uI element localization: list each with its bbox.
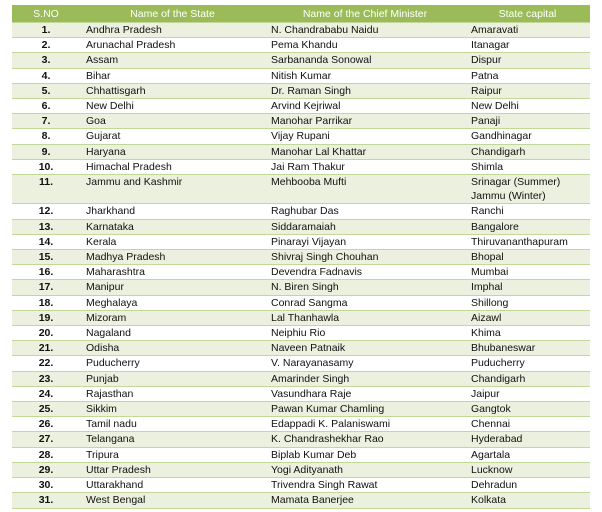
sno-cell: 8. [12, 129, 80, 144]
capital-cell: Shimla [465, 159, 590, 174]
table-row [12, 234, 590, 249]
sno-cell: 25. [12, 402, 80, 417]
sno-cell: 3. [12, 53, 80, 68]
state-cell: Kerala [80, 234, 265, 249]
sno-cell: 30. [12, 478, 80, 493]
state-cell: Meghalaya [80, 295, 265, 310]
state-cell: Arunachal Pradesh [80, 38, 265, 53]
sno-cell: 12. [12, 204, 80, 219]
state-cell: Rajasthan [80, 386, 265, 401]
capital-cell: Shillong [465, 295, 590, 310]
chief-minister-cell: Pinarayi Vijayan [265, 234, 465, 249]
sno-cell: 24. [12, 386, 80, 401]
capital-cell: Bhubaneswar [465, 341, 590, 356]
table-row [12, 402, 590, 417]
header-chief-minister: Name of the Chief Minister [265, 5, 465, 23]
chief-minister-cell: Lal Thanhawla [265, 310, 465, 325]
chief-minister-cell: N. Biren Singh [265, 280, 465, 295]
sno-cell: 13. [12, 219, 80, 234]
sno-cell: 7. [12, 114, 80, 129]
state-cell: West Bengal [80, 493, 265, 508]
state-cell: Jammu and Kashmir [80, 175, 265, 204]
state-cell: Puducherry [80, 356, 265, 371]
capital-cell: Chennai [465, 417, 590, 432]
chief-minister-cell: Manohar Lal Khattar [265, 144, 465, 159]
capital-cell: Panaji [465, 114, 590, 129]
capital-cell: Bangalore [465, 219, 590, 234]
sno-cell: 4. [12, 68, 80, 83]
chief-minister-cell: Vasundhara Raje [265, 386, 465, 401]
chief-minister-cell: Nitish Kumar [265, 68, 465, 83]
capital-cell: Jaipur [465, 386, 590, 401]
table-row [12, 386, 590, 401]
table-row [12, 295, 590, 310]
capital-cell: Bhopal [465, 250, 590, 265]
capital-cell: Lucknow [465, 462, 590, 477]
chief-minister-cell: Raghubar Das [265, 204, 465, 219]
table-row [12, 326, 590, 341]
chief-minister-cell: Manohar Parrikar [265, 114, 465, 129]
capital-cell: Imphal [465, 280, 590, 295]
chief-minister-cell: Vijay Rupani [265, 129, 465, 144]
state-cell: Bihar [80, 68, 265, 83]
capital-cell: Puducherry [465, 356, 590, 371]
capital-cell: Chandigarh [465, 371, 590, 386]
chief-minister-cell: Edappadi K. Palaniswami [265, 417, 465, 432]
chief-minister-cell: Devendra Fadnavis [265, 265, 465, 280]
header-capital: State capital [465, 5, 590, 23]
capital-cell: Itanagar [465, 38, 590, 53]
state-cell: Karnataka [80, 219, 265, 234]
chief-minister-cell: Sarbananda Sonowal [265, 53, 465, 68]
table-row [12, 341, 590, 356]
table-row [12, 310, 590, 325]
state-cell: Andhra Pradesh [80, 23, 265, 38]
sno-cell: 21. [12, 341, 80, 356]
capital-cell: Kolkata [465, 493, 590, 508]
table-row [12, 447, 590, 462]
capital-cell: Hyderabad [465, 432, 590, 447]
sno-cell: 27. [12, 432, 80, 447]
chief-minister-cell: Biplab Kumar Deb [265, 447, 465, 462]
table-row [12, 83, 590, 98]
sno-cell: 31. [12, 493, 80, 508]
state-cell: Punjab [80, 371, 265, 386]
table-row [12, 68, 590, 83]
sno-cell: 19. [12, 310, 80, 325]
state-cell: Gujarat [80, 129, 265, 144]
sno-cell: 11. [12, 175, 80, 204]
chief-minister-cell: N. Chandrababu Naidu [265, 23, 465, 38]
header-state: Name of the State [80, 5, 265, 23]
chief-minister-cell: Dr. Raman Singh [265, 83, 465, 98]
state-cell: Jharkhand [80, 204, 265, 219]
table-row [12, 417, 590, 432]
state-cell: Uttarakhand [80, 478, 265, 493]
chief-minister-cell: Mamata Banerjee [265, 493, 465, 508]
table-row [12, 265, 590, 280]
table-row [12, 159, 590, 174]
sno-cell: 10. [12, 159, 80, 174]
table-row [12, 493, 590, 508]
capital-cell: Mumbai [465, 265, 590, 280]
state-cell: Madhya Pradesh [80, 250, 265, 265]
state-cell: New Delhi [80, 99, 265, 114]
capital-cell: Dispur [465, 53, 590, 68]
header-row [12, 5, 590, 23]
chief-minister-cell: Mehbooba Mufti [265, 175, 465, 204]
state-cell: Telangana [80, 432, 265, 447]
chief-minister-cell: Pema Khandu [265, 38, 465, 53]
table-row [12, 462, 590, 477]
table-row [12, 114, 590, 129]
sno-cell: 28. [12, 447, 80, 462]
capital-cell: Agartala [465, 447, 590, 462]
header-sno: S.NO [12, 5, 80, 23]
capital-cell: Chandigarh [465, 144, 590, 159]
sno-cell: 18. [12, 295, 80, 310]
capital-cell: Srinagar (Summer) Jammu (Winter) [465, 175, 590, 204]
state-cell: Manipur [80, 280, 265, 295]
sno-cell: 14. [12, 234, 80, 249]
table-row [12, 356, 590, 371]
state-cell: Nagaland [80, 326, 265, 341]
chief-minister-cell: Conrad Sangma [265, 295, 465, 310]
capital-cell: Gandhinagar [465, 129, 590, 144]
table-row [12, 53, 590, 68]
sno-cell: 20. [12, 326, 80, 341]
state-cell: Maharashtra [80, 265, 265, 280]
sno-cell: 16. [12, 265, 80, 280]
sno-cell: 15. [12, 250, 80, 265]
table-row [12, 250, 590, 265]
table-row [12, 371, 590, 386]
chief-minister-cell: V. Narayanasamy [265, 356, 465, 371]
state-cell: Assam [80, 53, 265, 68]
capital-cell: Khima [465, 326, 590, 341]
capital-cell: Gangtok [465, 402, 590, 417]
capital-cell: Raipur [465, 83, 590, 98]
capital-cell: Patna [465, 68, 590, 83]
state-cell: Sikkim [80, 402, 265, 417]
sno-cell: 17. [12, 280, 80, 295]
chief-minister-cell: Pawan Kumar Chamling [265, 402, 465, 417]
chief-minister-cell: K. Chandrashekhar Rao [265, 432, 465, 447]
chief-minister-cell: Siddaramaiah [265, 219, 465, 234]
chief-minister-cell: Shivraj Singh Chouhan [265, 250, 465, 265]
table-row [12, 129, 590, 144]
chief-minister-cell: Trivendra Singh Rawat [265, 478, 465, 493]
capital-cell: New Delhi [465, 99, 590, 114]
chief-minister-cell: Naveen Patnaik [265, 341, 465, 356]
capital-cell: Amaravati [465, 23, 590, 38]
table-row [12, 175, 590, 204]
chief-minister-cell: Arvind Kejriwal [265, 99, 465, 114]
chief-minister-cell: Yogi Adityanath [265, 462, 465, 477]
sno-cell: 22. [12, 356, 80, 371]
sno-cell: 9. [12, 144, 80, 159]
state-cell: Haryana [80, 144, 265, 159]
chief-minister-cell: Neiphiu Rio [265, 326, 465, 341]
state-cell: Tripura [80, 447, 265, 462]
state-cell: Uttar Pradesh [80, 462, 265, 477]
sno-cell: 5. [12, 83, 80, 98]
state-cell: Himachal Pradesh [80, 159, 265, 174]
state-cell: Tamil nadu [80, 417, 265, 432]
table-row [12, 144, 590, 159]
table-row [12, 38, 590, 53]
state-cell: Chhattisgarh [80, 83, 265, 98]
sno-cell: 29. [12, 462, 80, 477]
sno-cell: 26. [12, 417, 80, 432]
capital-cell: Aizawl [465, 310, 590, 325]
sno-cell: 6. [12, 99, 80, 114]
chief-minister-cell: Amarinder Singh [265, 371, 465, 386]
table-row [12, 23, 590, 38]
sno-cell: 2. [12, 38, 80, 53]
table-row [12, 204, 590, 219]
table-row [12, 432, 590, 447]
table-row [12, 280, 590, 295]
table-row [12, 219, 590, 234]
table-row [12, 99, 590, 114]
capital-cell: Dehradun [465, 478, 590, 493]
chief-minister-cell: Jai Ram Thakur [265, 159, 465, 174]
table-row [12, 478, 590, 493]
state-cell: Goa [80, 114, 265, 129]
state-cell: Mizoram [80, 310, 265, 325]
state-cell: Odisha [80, 341, 265, 356]
sno-cell: 1. [12, 23, 80, 38]
capital-cell: Thiruvananthapuram [465, 234, 590, 249]
chief-ministers-table [12, 5, 590, 509]
capital-cell: Ranchi [465, 204, 590, 219]
sno-cell: 23. [12, 371, 80, 386]
